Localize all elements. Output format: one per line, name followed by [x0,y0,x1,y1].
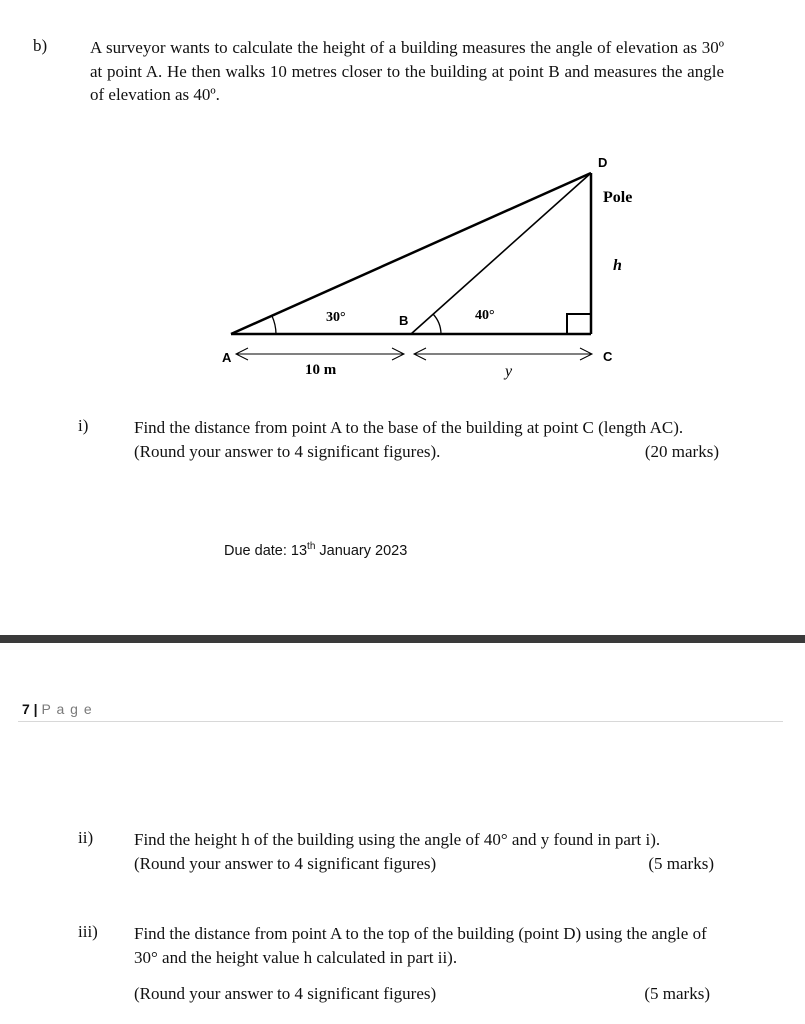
part-b-intro: A surveyor wants to calculate the height of a building measures the angle of elevation as 30º at point A. He then walks 10 metres closer to the building at point B and measures the angle of elevation as 40º. [90,38,724,104]
right-angle-marker [567,314,591,334]
hypotenuse-ad [231,173,591,334]
due-date-rest: January 2023 [315,542,408,559]
point-d-label: D [598,155,608,170]
point-a-label: A [222,350,232,365]
q3-footer-row [134,982,710,1006]
q3-marks: (5 marks) [644,984,710,1003]
due-date-prefix: Due date: 13 [224,542,308,559]
q3-text: Find the distance from point A to the top of the building (point D) using the angle of 30° and the height value h calculated in part ii). [134,924,707,967]
q2-round-note: (Round your answer to 4 significant figures) [134,853,437,873]
part-b-label: b) [33,36,48,55]
due-date [224,541,407,559]
q3-round-note: (Round your answer to 4 significant figures) [134,984,437,1003]
q1-footer-row [134,440,719,464]
q1-marks: (20 marks) [644,441,719,461]
page-word: P a g e [41,701,93,717]
angle-arc-b [433,314,441,334]
due-date-suffix-sup: th [307,541,316,552]
q3-label: iii) [78,922,98,941]
q2-footer-row [134,852,714,876]
point-b-label: B [399,313,409,328]
angle-a-label: 30° [326,310,346,325]
pole-label: Pole [603,189,633,206]
page-separator: | [29,701,42,717]
q1-block [134,416,719,463]
distance-ab-label: 10 m [305,362,337,378]
q2-label: ii) [78,828,94,847]
page-number: 7 [22,701,30,717]
line-bd [411,173,591,334]
q1-label: i) [78,416,89,435]
q2-marks: (5 marks) [648,853,714,873]
angle-arc-a [272,316,276,334]
q1-text: Find the distance from point A to the base of the building at point C (length AC). [134,418,684,437]
triangle-diagram [0,140,805,390]
footer-rule [18,721,783,722]
q3-block [134,922,710,1006]
page-divider [0,635,805,643]
point-c-label: C [603,349,613,364]
q1-round-note: (Round your answer to 4 significant figures). [134,441,441,461]
height-label: h [613,257,622,274]
q2-text: Find the height h of the building using the angle of 40° and y found in part i). [134,830,661,849]
distance-bc-label: y [505,363,513,380]
q2-block [134,828,714,875]
angle-b-label: 40° [475,308,495,323]
page-footer [22,701,93,717]
